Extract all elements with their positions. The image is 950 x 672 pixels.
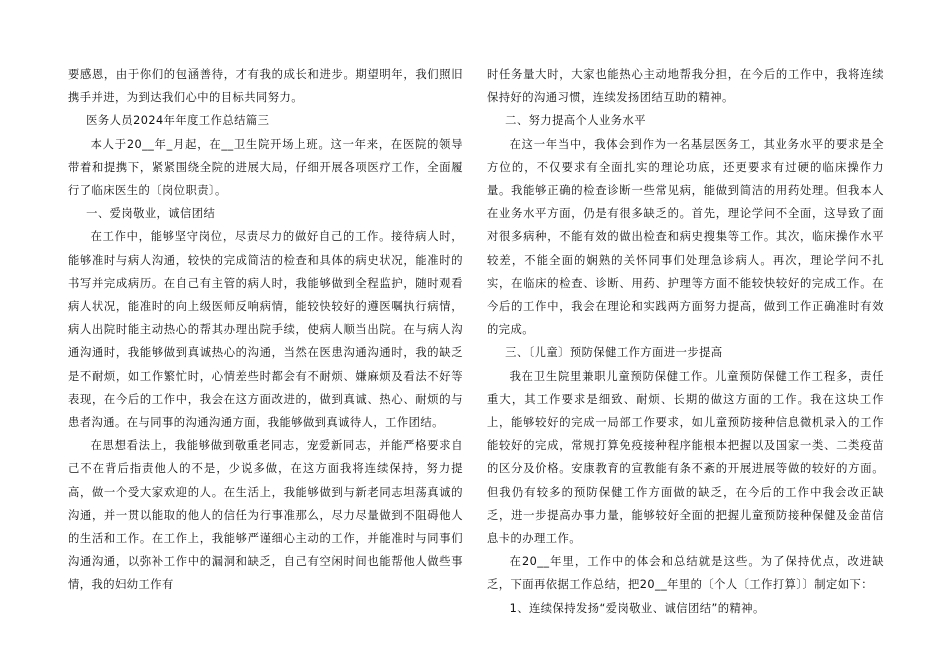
right-column bbox=[487, 63, 884, 620]
section-title-part-three: 医务人员2024年年度工作总结篇三 bbox=[86, 114, 270, 128]
heading-dedication: 一、爱岗敬业，诚信团结 bbox=[86, 207, 216, 221]
heading-professional-skills: 二、努力提高个人业务水平 bbox=[505, 114, 647, 128]
paragraph-attitude: 在思想看法上，我能够做到敬重老同志，宠爱新同志，并能严格要求自己不在背后指责他人的不是，少说多做，在这方面我将连续保持，努力提高，做一个受大家欢迎的人。在生活上，我能够做到与新老同志坦荡真诚的沟通，并一贯以能取的他人的信任为行事准那么，尽力尽量做到不阻碍他人的生活和工作。在工作上，我能够严谨细心主动的工作，并能准时与同事们沟通沟通，以弥补工作中的漏洞和缺乏，自己有空闲时间也能帮他人做些事情，我的妇幼工作有 bbox=[68, 439, 463, 592]
paragraph-intro: 本人于20__年_月起，在__卫生院开场上班。这一年来，在医院的领导带着和提携下，紧紧围绕全院的进展大局，仔细开展各项医疗工作，全面履行了临床医生的〔岗位职责〕。 bbox=[68, 137, 463, 198]
paragraph-patient-work: 在工作中，能够坚守岗位，尽责尽力的做好自己的工作。接待病人时，能够准时与病人沟通，较快的完成简洁的检查和具体的病史状况，能准时的书写并完成病历。在自己有主管的病人时，我能够做到全程监护，随时观看病人状况，能准时的向上级医师反响病情，能较快较好的遵医嘱执行病情，病人出院时能主动热心的帮其办理出院手续，使病人顺当出院。在与病人沟通沟通时，我能够做到真诚热心的沟通，当然在医患沟通沟通时，我的缺乏是不耐烦，如工作繁忙时，心情差些时都会有不耐烦、嫌麻烦及看法不好等表现，在今后的工作中，我会在这方面改进的，做到真诚、热心、耐烦的与患者沟通。在与同事的沟通沟通方面，我能够做到真诚待人，工作团结。 bbox=[68, 230, 463, 430]
list-item-plan-1: 1、连续保持发扬“爱岗敬业、诚信团结”的精神。 bbox=[509, 601, 765, 615]
left-column bbox=[68, 63, 463, 597]
heading-child-health: 三、〔儿童〕预防保健工作方面进一步提高 bbox=[505, 346, 723, 360]
paragraph-skills: 在这一年当中，我体会到作为一名基层医务工，其业务水平的要求是全方位的，不仅要求有全面扎实的理论功底，还更要求有过硬的临床操作力量。我能够正确的检查诊断一些常见病，能做到简洁的用药处理。但我本人在业务水平方面，仍是有很多缺乏的。首先，理论学问不全面，这导致了面对很多病种，不能有效的做出检查和病史搜集等工作。其次，临床操作水平较差，不能全面的娴熟的关怀同事们处理急诊病人。再次，理论学问不扎实，在临床的检查、诊断、用药、护理等方面不能较快较好的完成工作。在今后的工作中，我会在理论和实践两方面努力提高，做到工作正确准时有效的完成。 bbox=[487, 137, 884, 337]
paragraph-teamwork-continued: 时任务量大时，大家也能热心主动地帮我分担，在今后的工作中，我将连续保持好的沟通习惯，连续发扬团结互助的精神。 bbox=[487, 68, 884, 105]
paragraph-gratitude: 要感恩，由于你们的包涵善待，才有我的成长和进步。期望明年，我们照旧携手并进，为到达我们心中的目标共同努力。 bbox=[68, 68, 463, 105]
paragraph-plan-intro: 在20__年里，工作中的体会和总结就是这些。为了保持优点，改进缺乏，下面再依据工作总结，把20__年里的〔个人〔工作打算〕〕制定如下： bbox=[487, 555, 884, 592]
paragraph-child-health: 我在卫生院里兼职儿童预防保健工作。儿童预防保健工作工程多，责任重大，其工作要求是细致、耐烦、长期的做这方面的工作。我在这块工作上，能够较好的完成一局部工作要求，如儿童预防接种信息微机录入的工作能较好的完成，常规打算免疫接种程序能根本把握以及国家一类、二类疫苗的区分及价格。安康教育的宣教能有条不紊的开展进展等做的较好的方面。但我仍有较多的预防保健工作方面做的缺乏，在今后的工作中我会改正缺乏，进一步提高办事力量，能够较好全面的把握儿童预防接种保健及金苗信息卡的办理工作。 bbox=[487, 369, 884, 546]
